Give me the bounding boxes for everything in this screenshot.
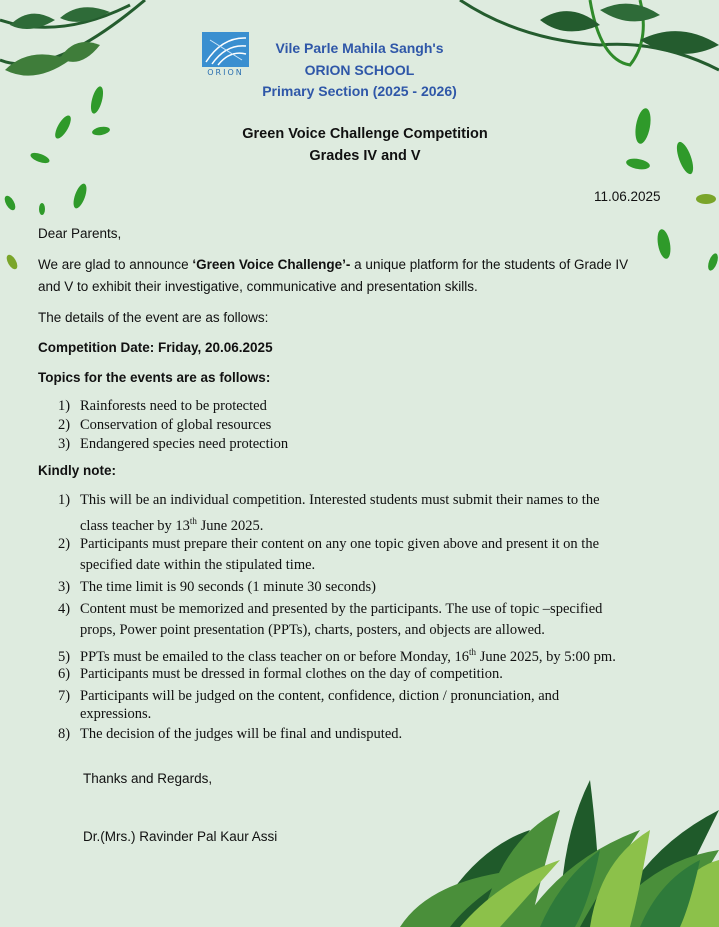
letter-date: 11.06.2025 — [594, 189, 661, 204]
note-text: class teacher by 13 — [80, 517, 190, 534]
logo-text: ORION — [207, 68, 244, 77]
note-item — [58, 534, 698, 576]
note-text: PPTs must be emailed to the class teacher on or before Monday, 16 — [80, 648, 470, 665]
details-intro: The details of the event are as follows: — [38, 310, 269, 325]
note-text: The decision of the judges will be final and undisputed. — [80, 726, 403, 742]
note-text: This will be an individual competition. Interested students must submit their names to the — [80, 492, 600, 508]
note-text: June 2025, by 5:00 pm. — [476, 648, 616, 665]
note-number: 6) — [58, 666, 71, 682]
note-number: 3) — [58, 579, 71, 595]
note-text: specified date within the stipulated time. — [80, 557, 316, 573]
note-number: 2) — [58, 536, 71, 552]
note-number: 1) — [58, 492, 71, 508]
topics-heading: Topics for the events are as follows: — [38, 370, 271, 385]
topic-text: Rainforests need to be protected — [80, 398, 267, 414]
note-item — [58, 599, 698, 641]
header-line-1: Vile Parle Mahila Sangh's — [275, 40, 444, 56]
topic-text: Conservation of global resources — [80, 417, 272, 433]
topic-number: 1) — [58, 398, 71, 414]
closing: Thanks and Regards, — [83, 771, 213, 786]
topic-number: 2) — [58, 417, 71, 433]
note-heading: Kindly note: — [38, 463, 116, 478]
note-item — [58, 724, 698, 745]
note-item — [58, 686, 698, 725]
competition-date: Competition Date: Friday, 20.06.2025 — [38, 340, 273, 355]
header-line-2: ORION SCHOOL — [304, 62, 415, 78]
title-line-2: Grades IV and V — [309, 148, 421, 164]
note-item — [58, 490, 698, 537]
note-item — [58, 577, 698, 598]
note-superscript: th — [189, 516, 197, 526]
note-text: The time limit is 90 seconds (1 minute 30 seconds) — [80, 579, 376, 595]
note-text: Content must be memorized and presented by the participants. The use of topic –specified — [80, 601, 603, 617]
note-number: 5) — [58, 648, 71, 665]
note-text: June 2025. — [196, 517, 264, 534]
note-text: expressions. — [80, 706, 152, 722]
note-superscript: th — [469, 647, 477, 657]
note-number: 7) — [58, 688, 71, 704]
salutation: Dear Parents, — [38, 226, 122, 241]
signature: Dr.(Mrs.) Ravinder Pal Kaur Assi — [83, 829, 278, 844]
intro-highlight: ‘Green Voice Challenge’- — [192, 257, 351, 272]
intro-text-before: We are glad to announce — [38, 257, 193, 272]
note-text: Participants must prepare their content on any one topic given above and present it on the — [80, 536, 600, 552]
topic-item — [58, 415, 698, 436]
topic-number: 3) — [58, 436, 71, 452]
topic-item — [58, 434, 698, 455]
note-text: props, Power point presentation (PPTs), charts, posters, and objects are allowed. — [80, 622, 545, 638]
title-line-1: Green Voice Challenge Competition — [242, 126, 488, 142]
note-text: Participants must be dressed in formal clothes on the day of competition. — [80, 666, 503, 682]
intro-line-1 — [38, 256, 718, 273]
note-number: 8) — [58, 726, 71, 742]
note-item — [58, 664, 698, 685]
topic-item — [58, 396, 698, 417]
intro-line-2: and V to exhibit their investigative, communicative and presentation skills. — [38, 279, 478, 294]
intro-text-after: a unique platform for the students of Grade IV — [350, 257, 629, 272]
topic-text: Endangered species need protection — [80, 436, 289, 452]
note-number: 4) — [58, 601, 71, 617]
note-text: Participants will be judged on the content, confidence, diction / pronunciation, and — [80, 688, 560, 704]
header-line-3: Primary Section (2025 - 2026) — [262, 83, 457, 99]
